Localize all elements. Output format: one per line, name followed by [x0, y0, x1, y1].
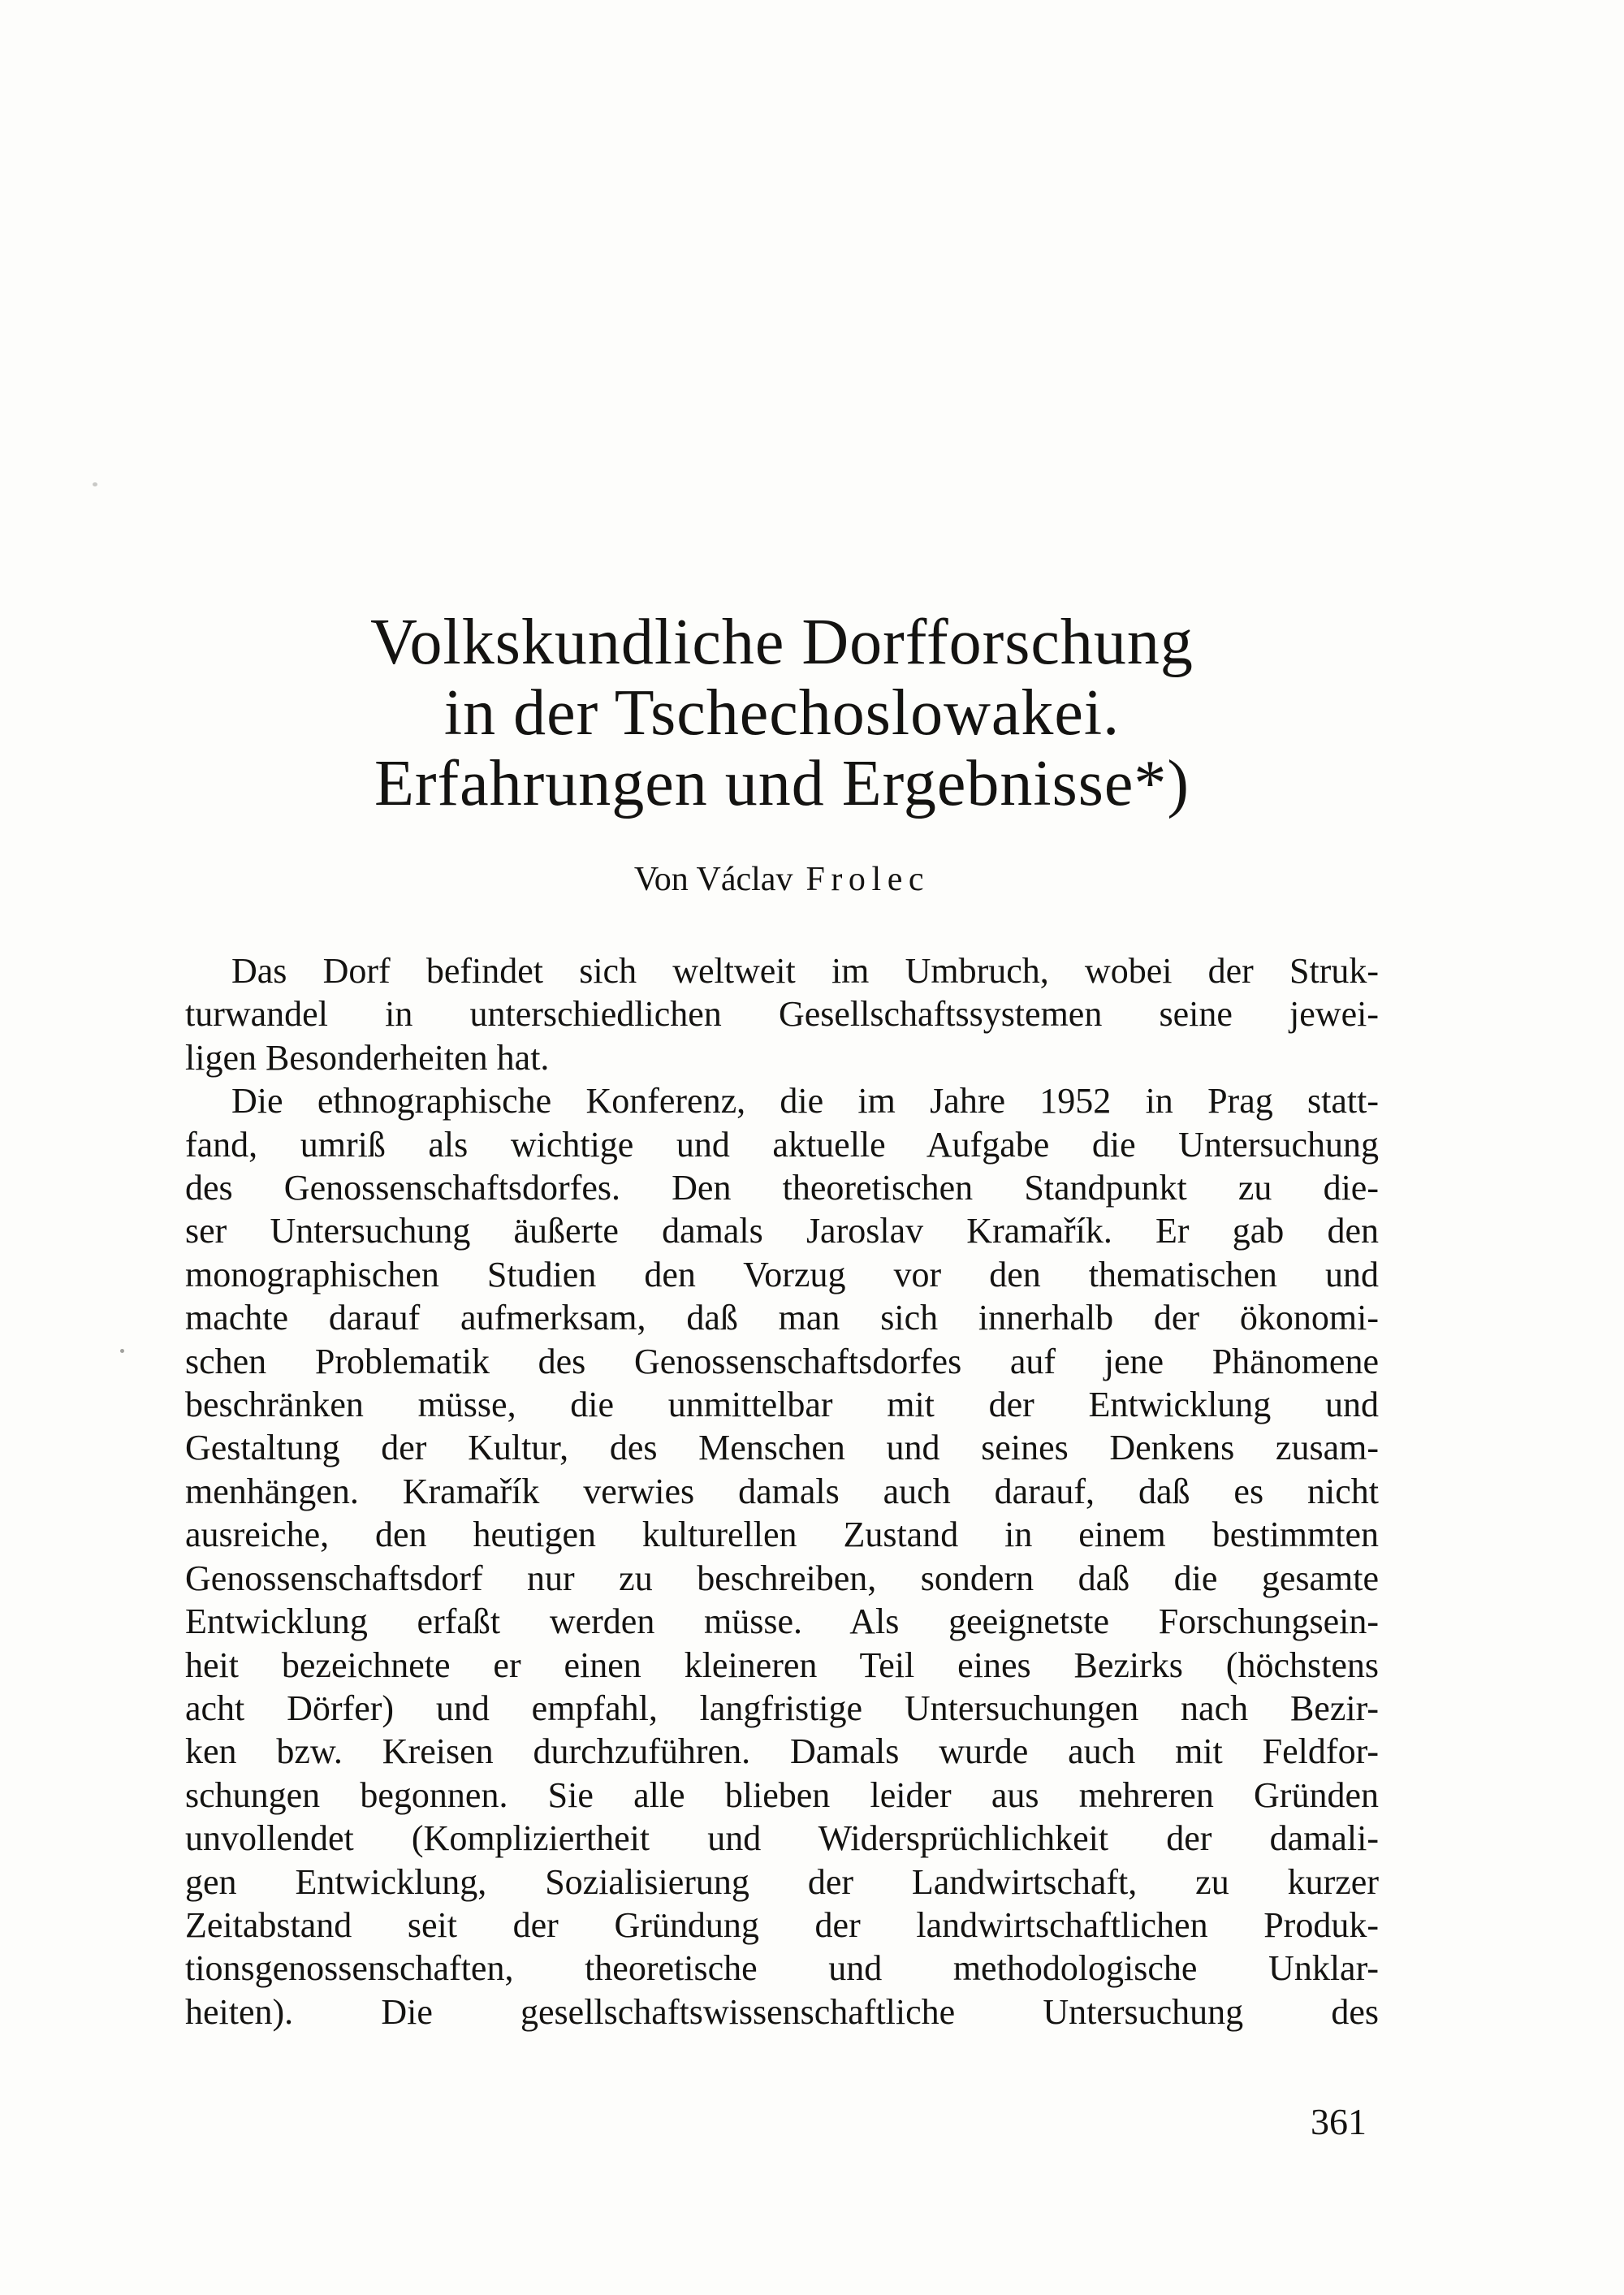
text-line: ausreiche, den heutigen kulturellen Zustand in einem bestimmten	[185, 1515, 1379, 1555]
scan-speck	[120, 1349, 124, 1353]
scan-speck	[93, 482, 97, 486]
text-line: ligen Besonderheiten hat.	[185, 1037, 550, 1078]
text-line: acht Dörfer) und empfahl, langfristige Untersuchungen nach Bezir-	[185, 1688, 1379, 1728]
article-body	[185, 949, 1379, 2034]
text-line: schen Problematik des Genossenschaftsdorfes auf jene Phänomene	[185, 1341, 1379, 1381]
text-line: schungen begonnen. Sie alle blieben leider aus mehreren Gründen	[185, 1774, 1379, 1815]
text-line: beschränken müsse, die unmittelbar mit der Entwicklung und	[185, 1385, 1379, 1425]
text-line: des Genossenschaftsdorfes. Den theoretischen Standpunkt zu die-	[185, 1168, 1379, 1208]
text-line: Gestaltung der Kultur, des Menschen und seines Denkens zusam-	[185, 1428, 1379, 1468]
text-line: gen Entwicklung, Sozialisierung der Landwirtschaft, zu kurzer	[185, 1861, 1379, 1902]
text-line: machte darauf aufmerksam, daß man sich innerhalb der ökonomi-	[185, 1298, 1379, 1338]
paragraph	[185, 1079, 1379, 2034]
text-line: Genossenschaftsdorf nur zu beschreiben, sondern daß die gesamte	[185, 1558, 1379, 1598]
text-line: heiten). Die gesellschaftswissenschaftliche Untersuchung des	[185, 1991, 1379, 2032]
text-line: unvollendet (Kompliziertheit und Widersprüchlichkeit der damali-	[185, 1818, 1379, 1859]
byline	[185, 860, 1379, 899]
text-line: ser Untersuchung äußerte damals Jaroslav Kramařík. Er gab den	[185, 1211, 1379, 1251]
text-line: turwandel in unterschiedlichen Gesellschaftssystemen seine jewei-	[185, 994, 1379, 1035]
text-line: Die ethnographische Konferenz, die im Jahre 1952 in Prag statt-	[231, 1081, 1379, 1122]
text-line: ken bzw. Kreisen durchzuführen. Damals wurde auch mit Feldfor-	[185, 1731, 1379, 1772]
text-line: Das Dorf befindet sich weltweit im Umbruch, wobei der Struk-	[231, 951, 1379, 991]
title-line: Volkskundliche Dorfforschung	[370, 607, 1194, 678]
byline-prefix: Von Václav	[633, 861, 793, 898]
text-line: menhängen. Kramařík verwies damals auch darauf, daß es nicht	[185, 1471, 1379, 1511]
page-title	[185, 607, 1379, 819]
text-line: heit bezeichnete er einen kleineren Teil eines Bezirks (höchstens	[185, 1645, 1379, 1685]
text-line: monographischen Studien den Vorzug vor den thematischen und	[185, 1254, 1379, 1294]
title-line: in der Tschechoslowakei.	[443, 677, 1121, 749]
text-line: Zeitabstand seit der Gründung der landwirtschaftlichen Produk-	[185, 1904, 1379, 1945]
text-column	[185, 607, 1379, 2034]
paragraph	[185, 949, 1379, 1079]
text-line: Entwicklung erfaßt werden müsse. Als geeignetste Forschungsein-	[185, 1601, 1379, 1642]
byline-surname: Frolec	[806, 861, 931, 898]
page-number: 361	[1311, 2101, 1367, 2142]
title-line: Erfahrungen und Ergebnisse*)	[374, 748, 1190, 819]
text-line: tionsgenossenschaften, theoretische und methodologische Unklar-	[185, 1948, 1379, 1989]
text-line: fand, umriß als wichtige und aktuelle Aufgabe die Untersuchung	[185, 1124, 1379, 1165]
